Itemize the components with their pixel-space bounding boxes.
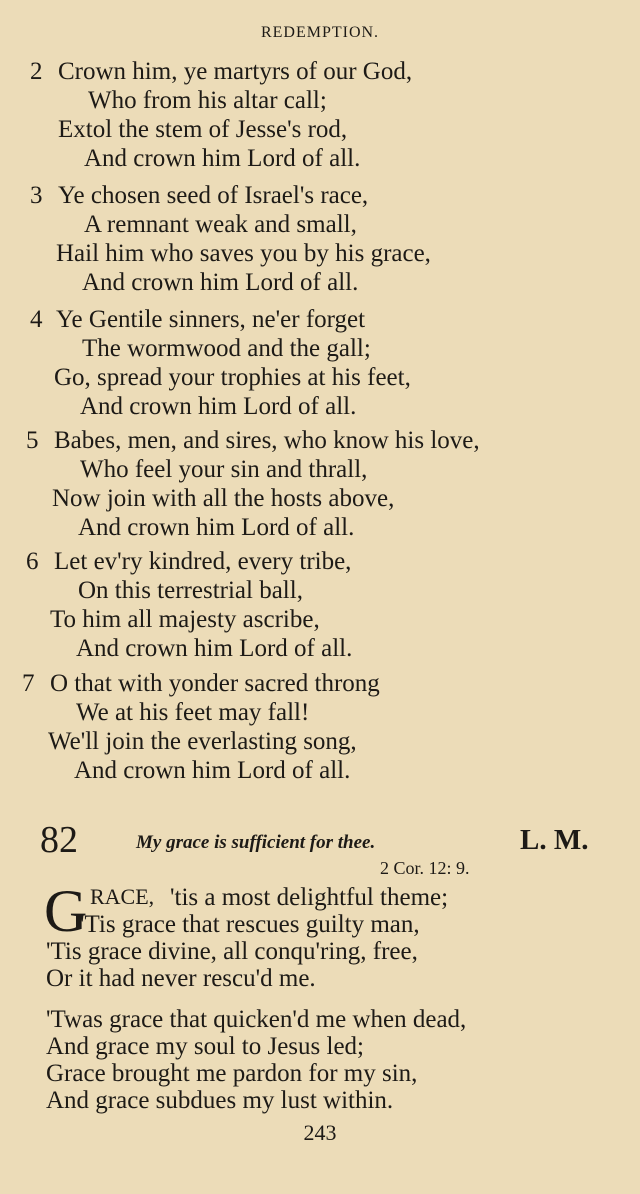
hymn-title: My grace is sufficient for thee. — [136, 832, 376, 853]
verse-line: And crown him Lord of all. — [84, 145, 361, 172]
verse-number: 5 — [26, 427, 39, 454]
scripture-reference: 2 Cor. 12: 9. — [380, 858, 470, 878]
verse-line: 'tis a most delightful theme; — [170, 884, 449, 911]
verse-number: 2 — [30, 58, 43, 85]
verse-line: Now join with all the hosts above, — [52, 485, 395, 512]
running-header: REDEMPTION. — [260, 24, 380, 41]
verse-line: And crown him Lord of all. — [76, 635, 353, 662]
verse-line: And crown him Lord of all. — [78, 514, 355, 541]
verse-line: And crown him Lord of all. — [80, 393, 357, 420]
verse-line: 'Twas grace that quicken'd me when dead, — [46, 1006, 467, 1033]
verse-line: Ye Gentile sinners, ne'er forget — [56, 306, 366, 333]
verse-line: Who feel your sin and thrall, — [80, 456, 368, 483]
drop-cap: G — [44, 878, 88, 944]
verse-line: And crown him Lord of all. — [74, 757, 351, 784]
verse-line: We at his feet may fall! — [76, 699, 310, 726]
verse-line: A remnant weak and small, — [84, 211, 357, 238]
verse-line: Who from his altar call; — [88, 87, 327, 114]
page-number: 243 — [303, 1120, 337, 1145]
verse-line: We'll join the everlasting song, — [48, 728, 357, 755]
verse-line: And grace subdues my lust within. — [46, 1087, 394, 1114]
verse-line: On this terrestrial ball, — [78, 577, 303, 604]
verse-number: 4 — [30, 306, 43, 333]
verse-line: Or it had never rescu'd me. — [46, 965, 316, 992]
verse-line: Grace brought me pardon for my sin, — [46, 1060, 418, 1087]
verse-line: And crown him Lord of all. — [82, 269, 359, 296]
verse-line: 'Tis grace that rescues guilty man, — [80, 911, 420, 938]
verse-number: 7 — [22, 670, 35, 697]
small-caps-word: RACE, — [90, 884, 155, 909]
verse-line: The wormwood and the gall; — [82, 335, 371, 362]
verse-line: O that with yonder sacred throng — [50, 670, 380, 697]
verse-line: To him all majesty ascribe, — [50, 606, 320, 633]
verse-line: Ye chosen seed of Israel's race, — [58, 182, 369, 209]
verse-number: 6 — [26, 548, 39, 575]
verse-line: Crown him, ye martyrs of our God, — [58, 58, 413, 85]
verse-line: Babes, men, and sires, who know his love, — [54, 427, 480, 454]
verse-line: Extol the stem of Jesse's rod, — [58, 116, 348, 143]
verse-line: Go, spread your trophies at his feet, — [54, 364, 411, 391]
verse-line: Hail him who saves you by his grace, — [56, 240, 431, 267]
verse-number: 3 — [30, 182, 43, 209]
hymn-meter: L. M. — [520, 824, 589, 856]
verse-line: 'Tis grace divine, all conqu'ring, free, — [46, 938, 418, 965]
verse-line: And grace my soul to Jesus led; — [46, 1033, 365, 1060]
hymn-number: 82 — [40, 819, 78, 861]
verse-line: Let ev'ry kindred, every tribe, — [54, 548, 352, 575]
